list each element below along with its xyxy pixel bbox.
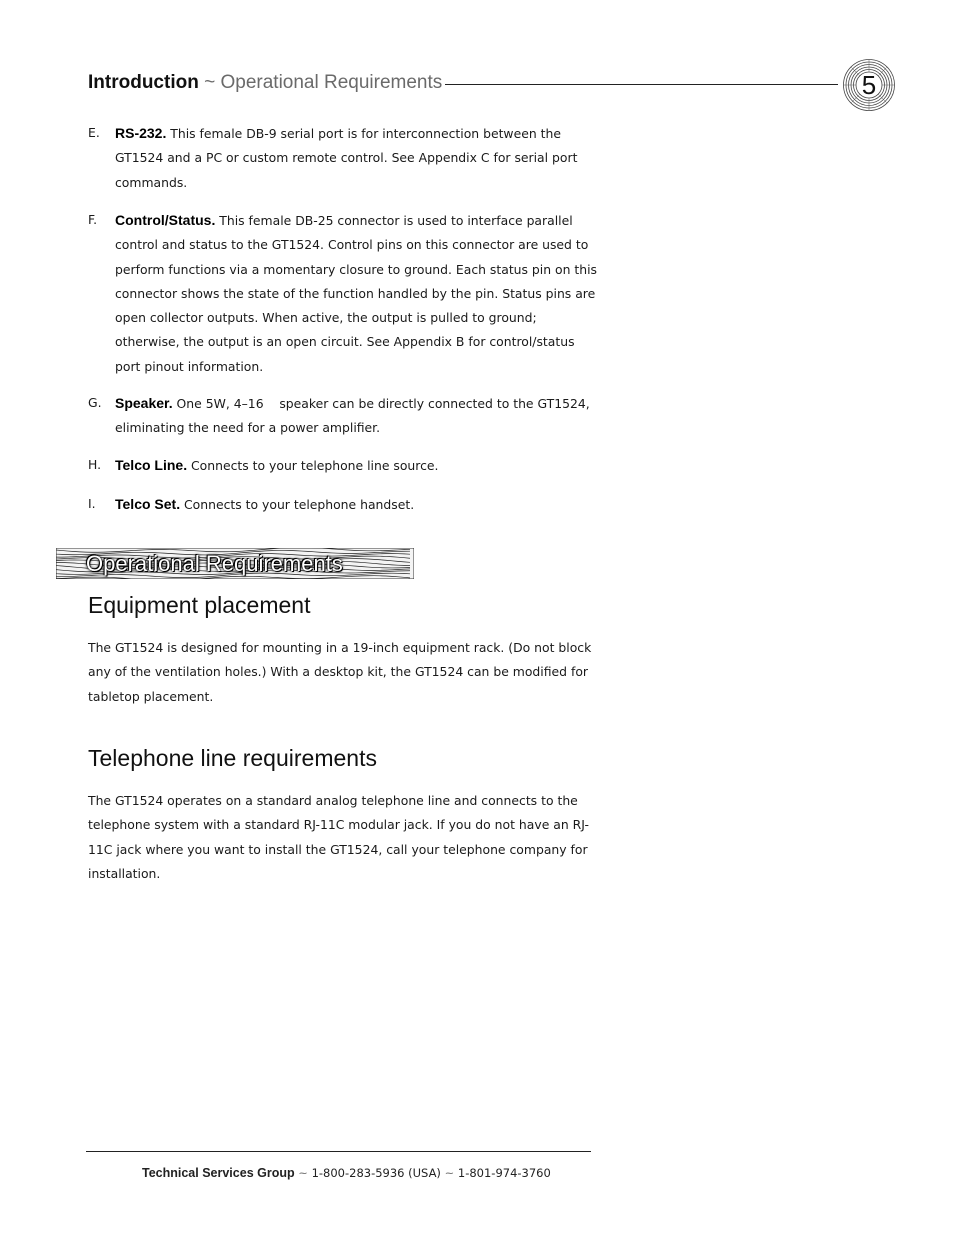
item-term: Control/Status. [115,212,216,228]
list-item [88,121,598,195]
item-term: Telco Line. [115,457,188,473]
footer [142,1163,551,1183]
header-rule [445,84,838,85]
telephone-paragraph: The GT1524 operates on a standard analog telephone line and connects to the telephone system with a standard RJ-11C modular jack. If you do not have an RJ-11C jack where you want to install the GT1524, call your telephone company for installation. [88,793,589,881]
telephone-heading: Telephone line requirements [88,745,377,771]
item-text: One 5W, 4–16 speaker can be directly connected to the GT1524, eliminating the need for a power amplifier. [115,396,594,436]
item-text: This female DB-9 serial port is for interconnection between the GT1524 and a PC or custom remote control. See Appendix C for serial port commands. [115,126,578,190]
item-term: Speaker. [115,395,173,411]
page-number: 5 [861,70,877,100]
header-section: Introduction [88,72,199,93]
item-letter: G. [88,395,102,410]
item-letter: I. [88,496,96,511]
item-letter: E. [88,125,100,140]
list-item [88,453,598,478]
item-text: This female DB-25 connector is used to interface parallel control and status to the GT1524. Control pins on this connector are used to perform functions via a momentary closure to ground. Each status pin on this connector shows the state of the function handled by the pin. Status pins are open collector outputs. When active, the output is pulled to ground; otherwise, the output is an open circuit. See Appendix B for control/status port pinout information. [115,213,598,374]
item-letter: H. [88,457,102,472]
item-text: Connects to your telephone line source. [187,458,439,473]
footer-separator: ~ [440,1166,458,1180]
footer-rule [86,1151,591,1152]
footer-phone-intl: 1-801-974-3760 [457,1166,551,1180]
item-term: Telco Set. [115,496,181,512]
running-header [88,70,442,96]
equipment-paragraph: The GT1524 is designed for mounting in a 19-inch equipment rack. (Do not block any of the ventilation holes.) With a desktop kit, the GT1524 can be modified for tabletop placement. [88,640,592,704]
footer-separator: ~ [294,1166,312,1180]
item-letter: F. [88,212,98,227]
list-item [88,208,598,379]
header-separator: ~ [204,72,216,93]
footer-phone-usa: 1-800-283-5936 (USA) [311,1166,441,1180]
list-item [88,492,598,517]
item-term: RS-232. [115,125,167,141]
section-banner-title: Operational Requirements [86,551,343,576]
header-subsection: Operational Requirements [220,72,443,93]
list-item [88,391,598,441]
equipment-heading: Equipment placement [88,592,311,618]
footer-group: Technical Services Group [142,1166,295,1180]
item-text: Connects to your telephone handset. [180,497,415,512]
